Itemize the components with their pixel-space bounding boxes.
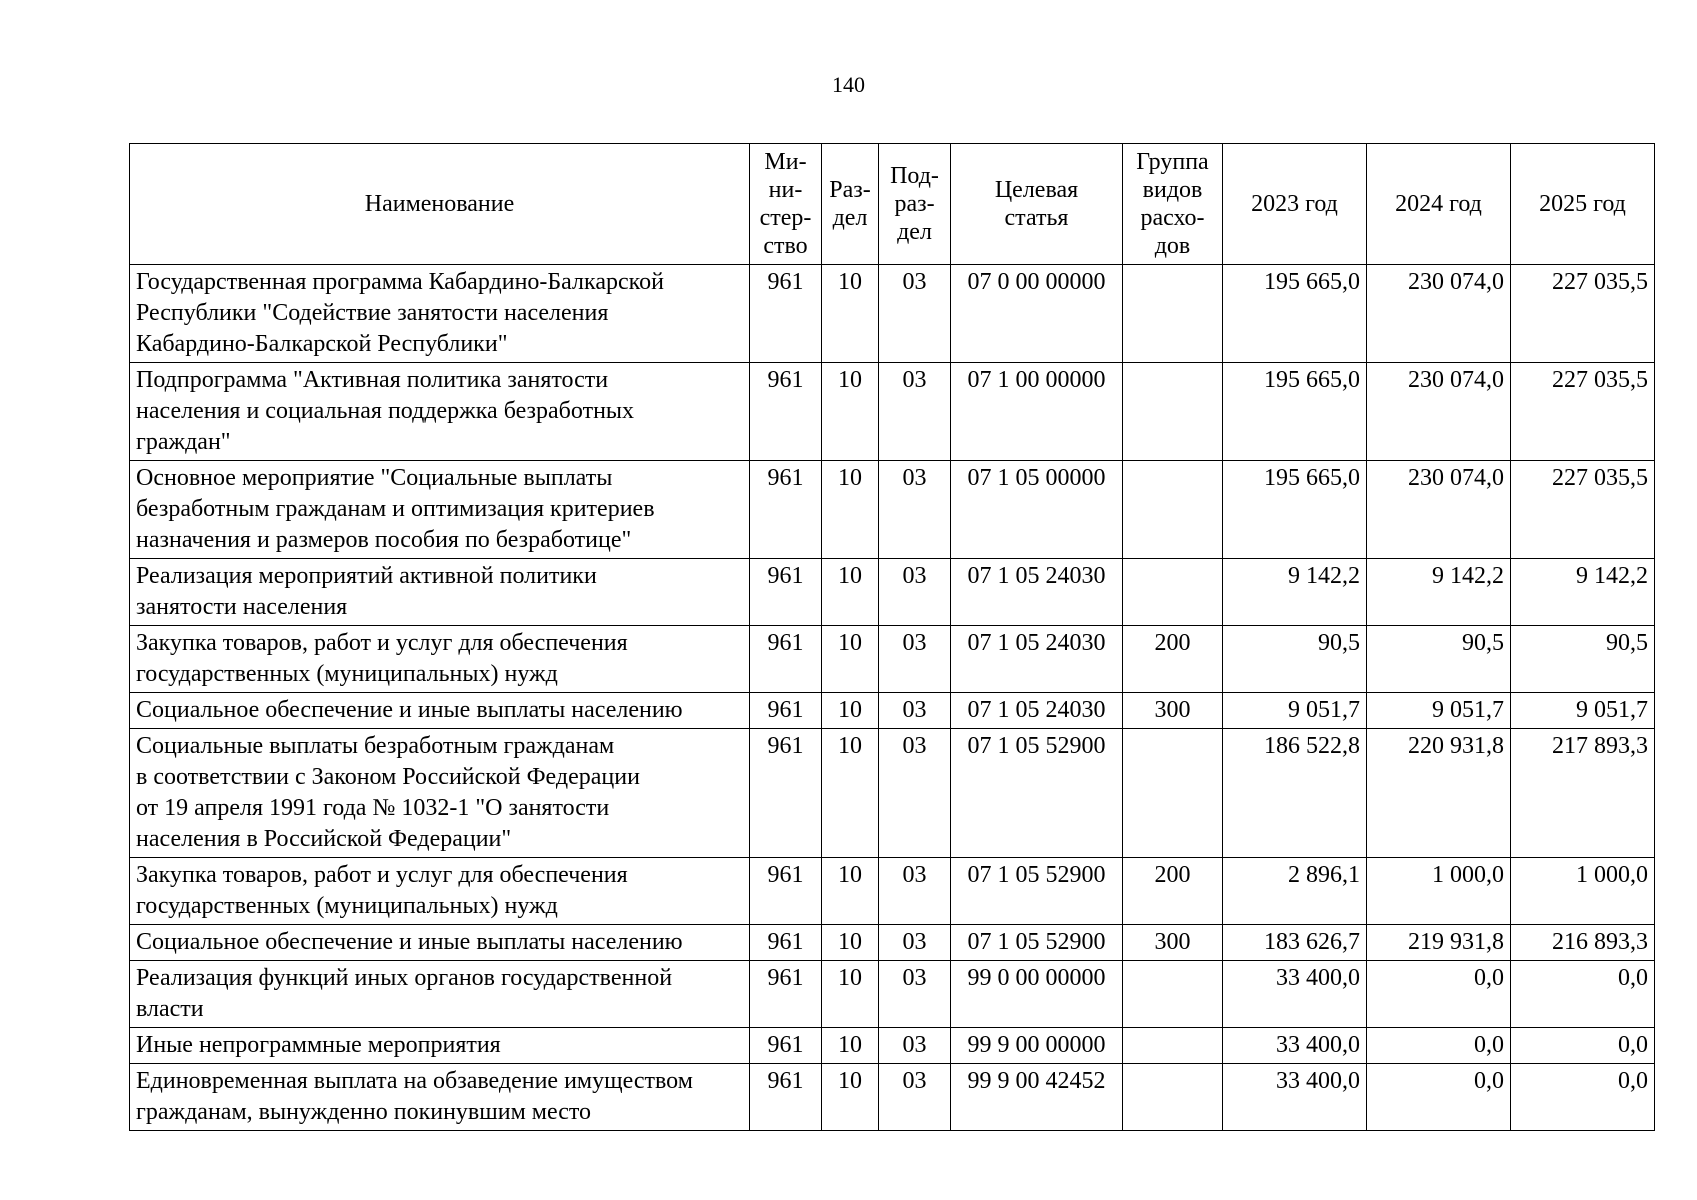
cell-year-2025: 1 000,0 <box>1511 858 1655 925</box>
table-row <box>130 729 1655 858</box>
cell-section: 10 <box>822 693 879 729</box>
cell-year-2025: 227 035,5 <box>1511 363 1655 461</box>
cell-expense-group <box>1123 363 1223 461</box>
cell-subsection: 03 <box>879 626 951 693</box>
table-row <box>130 858 1655 925</box>
table-row <box>130 559 1655 626</box>
cell-year-2025: 216 893,3 <box>1511 925 1655 961</box>
cell-name: Закупка товаров, работ и услуг для обеспечения государственных (муниципальных) нужд <box>130 626 750 693</box>
cell-target-article: 99 9 00 42452 <box>951 1064 1123 1131</box>
cell-subsection: 03 <box>879 461 951 559</box>
cell-target-article: 07 1 05 52900 <box>951 858 1123 925</box>
cell-ministry: 961 <box>750 265 822 363</box>
cell-year-2023: 9 051,7 <box>1223 693 1367 729</box>
cell-target-article: 07 1 05 52900 <box>951 729 1123 858</box>
cell-year-2024: 230 074,0 <box>1367 265 1511 363</box>
cell-section: 10 <box>822 461 879 559</box>
cell-year-2024: 230 074,0 <box>1367 363 1511 461</box>
cell-subsection: 03 <box>879 559 951 626</box>
cell-year-2023: 90,5 <box>1223 626 1367 693</box>
cell-year-2023: 195 665,0 <box>1223 461 1367 559</box>
cell-section: 10 <box>822 858 879 925</box>
cell-name: Иные непрограммные мероприятия <box>130 1028 750 1064</box>
cell-section: 10 <box>822 626 879 693</box>
cell-expense-group <box>1123 1064 1223 1131</box>
cell-target-article: 07 1 05 24030 <box>951 559 1123 626</box>
cell-name: Реализация мероприятий активной политики занятости населения <box>130 559 750 626</box>
cell-target-article: 07 0 00 00000 <box>951 265 1123 363</box>
cell-ministry: 961 <box>750 925 822 961</box>
cell-year-2024: 9 051,7 <box>1367 693 1511 729</box>
cell-year-2024: 1 000,0 <box>1367 858 1511 925</box>
cell-name: Государственная программа Кабардино-Балкарской Республики "Содействие занятости населения Кабардино-Балкарской Республики" <box>130 265 750 363</box>
cell-section: 10 <box>822 961 879 1028</box>
table-row <box>130 461 1655 559</box>
cell-expense-group: 200 <box>1123 626 1223 693</box>
cell-expense-group: 300 <box>1123 925 1223 961</box>
cell-ministry: 961 <box>750 559 822 626</box>
cell-section: 10 <box>822 925 879 961</box>
table-body <box>130 265 1655 1131</box>
cell-name: Социальное обеспечение и иные выплаты населению <box>130 925 750 961</box>
table-row <box>130 1028 1655 1064</box>
cell-section: 10 <box>822 265 879 363</box>
cell-year-2024: 0,0 <box>1367 961 1511 1028</box>
cell-section: 10 <box>822 559 879 626</box>
cell-subsection: 03 <box>879 858 951 925</box>
table-row <box>130 363 1655 461</box>
cell-target-article: 07 1 05 52900 <box>951 925 1123 961</box>
table-row <box>130 626 1655 693</box>
cell-year-2025: 9 142,2 <box>1511 559 1655 626</box>
cell-name: Реализация функций иных органов государственной власти <box>130 961 750 1028</box>
cell-ministry: 961 <box>750 729 822 858</box>
cell-subsection: 03 <box>879 693 951 729</box>
cell-target-article: 07 1 05 24030 <box>951 693 1123 729</box>
header-section: Раз- дел <box>822 144 879 265</box>
header-year-2023: 2023 год <box>1223 144 1367 265</box>
cell-year-2024: 219 931,8 <box>1367 925 1511 961</box>
cell-ministry: 961 <box>750 363 822 461</box>
cell-ministry: 961 <box>750 693 822 729</box>
cell-name: Закупка товаров, работ и услуг для обеспечения государственных (муниципальных) нужд <box>130 858 750 925</box>
cell-ministry: 961 <box>750 961 822 1028</box>
header-name: Наименование <box>130 144 750 265</box>
cell-name: Основное мероприятие "Социальные выплаты безработным гражданам и оптимизация критериев назначения и размеров пособия по безработице" <box>130 461 750 559</box>
cell-year-2023: 195 665,0 <box>1223 363 1367 461</box>
cell-section: 10 <box>822 729 879 858</box>
cell-year-2023: 183 626,7 <box>1223 925 1367 961</box>
cell-ministry: 961 <box>750 461 822 559</box>
cell-target-article: 07 1 05 24030 <box>951 626 1123 693</box>
cell-target-article: 99 0 00 00000 <box>951 961 1123 1028</box>
cell-subsection: 03 <box>879 1064 951 1131</box>
cell-year-2025: 0,0 <box>1511 1028 1655 1064</box>
cell-year-2024: 220 931,8 <box>1367 729 1511 858</box>
cell-expense-group <box>1123 461 1223 559</box>
cell-expense-group <box>1123 729 1223 858</box>
table-header <box>130 144 1655 265</box>
header-year-2025: 2025 год <box>1511 144 1655 265</box>
cell-year-2024: 0,0 <box>1367 1064 1511 1131</box>
cell-year-2025: 0,0 <box>1511 1064 1655 1131</box>
cell-name: Социальное обеспечение и иные выплаты населению <box>130 693 750 729</box>
header-ministry: Ми- ни- стер- ство <box>750 144 822 265</box>
cell-expense-group <box>1123 1028 1223 1064</box>
cell-subsection: 03 <box>879 729 951 858</box>
cell-year-2025: 227 035,5 <box>1511 265 1655 363</box>
cell-expense-group <box>1123 265 1223 363</box>
header-target-article: Целевая статья <box>951 144 1123 265</box>
cell-expense-group <box>1123 559 1223 626</box>
cell-year-2025: 9 051,7 <box>1511 693 1655 729</box>
table-row <box>130 265 1655 363</box>
cell-year-2023: 186 522,8 <box>1223 729 1367 858</box>
cell-year-2025: 227 035,5 <box>1511 461 1655 559</box>
cell-year-2024: 9 142,2 <box>1367 559 1511 626</box>
cell-name: Единовременная выплата на обзаведение имуществом гражданам, вынужденно покинувшим место <box>130 1064 750 1131</box>
cell-name: Подпрограмма "Активная политика занятости населения и социальная поддержка безработных граждан" <box>130 363 750 461</box>
header-year-2024: 2024 год <box>1367 144 1511 265</box>
cell-expense-group: 200 <box>1123 858 1223 925</box>
cell-subsection: 03 <box>879 961 951 1028</box>
cell-year-2025: 217 893,3 <box>1511 729 1655 858</box>
header-expense-group: Группа видов расхо- дов <box>1123 144 1223 265</box>
header-subsection: Под- раз- дел <box>879 144 951 265</box>
table-row <box>130 925 1655 961</box>
cell-target-article: 07 1 05 00000 <box>951 461 1123 559</box>
cell-ministry: 961 <box>750 1028 822 1064</box>
cell-subsection: 03 <box>879 1028 951 1064</box>
cell-subsection: 03 <box>879 925 951 961</box>
cell-year-2023: 195 665,0 <box>1223 265 1367 363</box>
cell-name: Социальные выплаты безработным гражданам в соответствии с Законом Российской Федерации от 19 апреля 1991 года № 1032-1 "О занятости населения в Российской Федерации" <box>130 729 750 858</box>
cell-ministry: 961 <box>750 626 822 693</box>
table-row <box>130 961 1655 1028</box>
cell-year-2023: 2 896,1 <box>1223 858 1367 925</box>
cell-section: 10 <box>822 1064 879 1131</box>
cell-expense-group: 300 <box>1123 693 1223 729</box>
cell-subsection: 03 <box>879 265 951 363</box>
cell-expense-group <box>1123 961 1223 1028</box>
cell-ministry: 961 <box>750 858 822 925</box>
cell-year-2024: 230 074,0 <box>1367 461 1511 559</box>
cell-target-article: 99 9 00 00000 <box>951 1028 1123 1064</box>
cell-subsection: 03 <box>879 363 951 461</box>
table-row <box>130 693 1655 729</box>
cell-section: 10 <box>822 1028 879 1064</box>
cell-year-2023: 33 400,0 <box>1223 1064 1367 1131</box>
table-row <box>130 1064 1655 1131</box>
cell-year-2023: 9 142,2 <box>1223 559 1367 626</box>
cell-year-2024: 0,0 <box>1367 1028 1511 1064</box>
cell-ministry: 961 <box>750 1064 822 1131</box>
cell-target-article: 07 1 00 00000 <box>951 363 1123 461</box>
page-number: 140 <box>832 72 865 97</box>
cell-year-2025: 90,5 <box>1511 626 1655 693</box>
cell-year-2023: 33 400,0 <box>1223 961 1367 1028</box>
budget-table <box>129 143 1655 1131</box>
cell-section: 10 <box>822 363 879 461</box>
cell-year-2023: 33 400,0 <box>1223 1028 1367 1064</box>
cell-year-2024: 90,5 <box>1367 626 1511 693</box>
cell-year-2025: 0,0 <box>1511 961 1655 1028</box>
